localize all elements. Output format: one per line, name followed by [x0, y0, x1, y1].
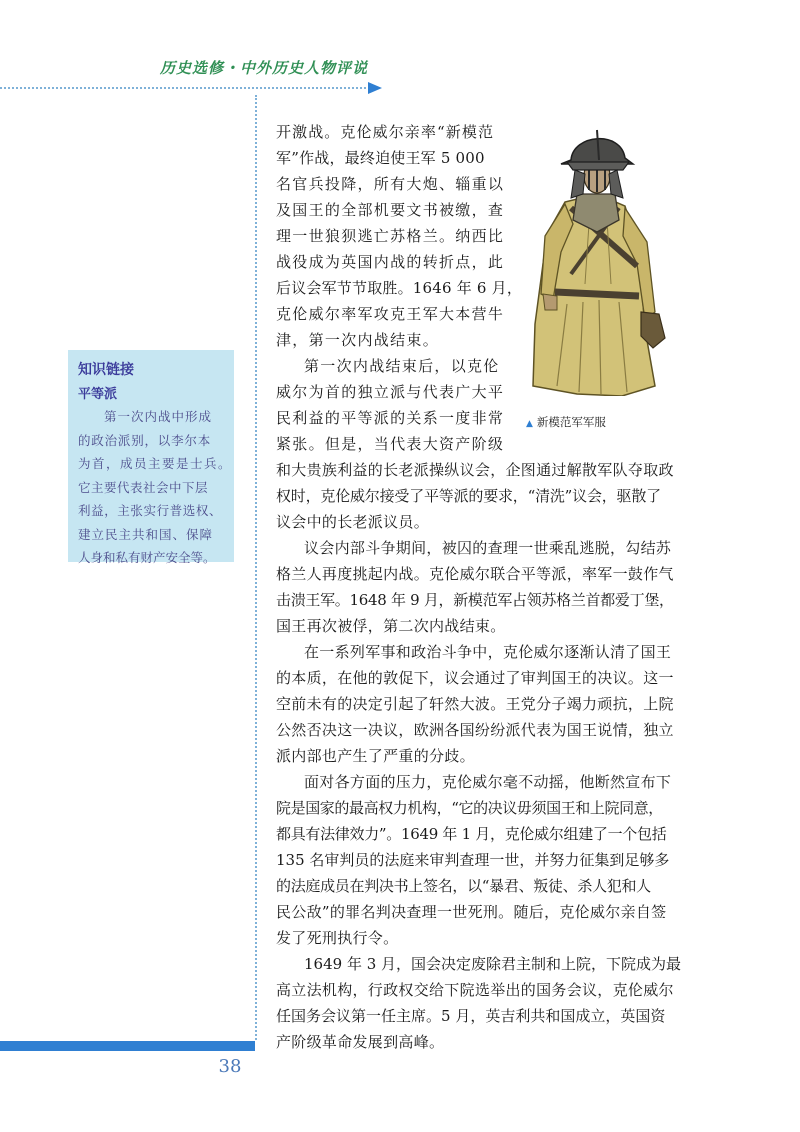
- sidebar-line: 人身和私有财产安全等。: [78, 550, 216, 565]
- sidebar-line: 建立民主共和国、保障: [78, 526, 214, 542]
- body-text-line: 战役成为英国内战的转折点，此: [276, 253, 505, 271]
- sidebar-line: 利益，主张实行普选权、: [78, 503, 223, 518]
- body-text-line: 都具有法律效力”。1649 年 1 月，克伦威尔组建了一个包括: [276, 825, 667, 843]
- body-text-line: 空前未有的决定引起了轩然大波。王党分子竭力顽抗，上院: [276, 695, 674, 713]
- body-text-line: 紧张。但是，当代表大资产阶级: [276, 435, 505, 453]
- body-text-line: 第一次内战结束后，以克伦: [304, 357, 500, 375]
- body-text-line: 后议会军节节取胜。1646 年 6 月，: [276, 279, 523, 297]
- body-text-line: 理一世狼狈逃亡苏格兰。纳西比: [276, 227, 505, 245]
- knowledge-link-heading: 知识链接: [78, 362, 134, 378]
- body-text-line: 任国务会议第一任主席。5 月，英吉利共和国成立，英国资: [276, 1007, 666, 1025]
- body-text-line: 威尔为首的独立派与代表广大平: [276, 383, 505, 401]
- figure-caption: [526, 414, 606, 430]
- body-text-line: 面对各方面的压力，克伦威尔毫不动摇，他断然宣布下: [304, 773, 672, 791]
- body-text-line: 发了死刑执行令。: [276, 929, 399, 947]
- header-arrow-icon: [368, 82, 382, 94]
- page-number: 38: [218, 1056, 242, 1077]
- sidebar-line: 为首，成员主要是士兵。: [78, 456, 233, 471]
- body-text-line: 民公敌”的罪名判决查理一世死刑。随后，克伦威尔亲自签: [276, 903, 667, 921]
- body-text-line: 产阶级革命发展到高峰。: [276, 1033, 445, 1051]
- body-text-line: 派内部也产生了严重的分歧。: [276, 747, 475, 765]
- body-text-line: 议会内部斗争期间，被囚的查理一世乘乱逃脱，勾结苏: [304, 539, 672, 557]
- body-text-line: 的本质，在他的敦促下，议会通过了审判国王的决议。这一: [276, 669, 674, 687]
- column-divider: [255, 95, 257, 1040]
- body-text-line: 击溃王军。1648 年 9 月，新模范军占领苏格兰首都爱丁堡，: [276, 591, 674, 609]
- caption-triangle-icon: ▲: [526, 419, 533, 429]
- knowledge-link-box: [68, 350, 234, 565]
- sidebar-line: 它主要代表社会中下层: [78, 479, 209, 495]
- new-model-army-uniform-illustration: [527, 124, 667, 396]
- sidebar-line: 的政治派别，以李尔本: [78, 432, 212, 448]
- body-text-line: 军”作战，最终迫使王军 5 000: [276, 149, 485, 167]
- body-text-line: 及国王的全部机要文书被缴，查: [276, 201, 505, 219]
- body-text-line: 公然否决这一决议，欧洲各国纷纷派代表为国王说情，独立: [276, 721, 674, 739]
- body-text-line: 名官兵投降，所有大炮、辎重以: [276, 175, 505, 193]
- body-text-line: 院是国家的最高权力机构，“它的决议毋须国王和上院同意，: [276, 799, 663, 817]
- body-text-line: 的法庭成员在判决书上签名，以“暴君、叛徒、杀人犯和人: [276, 877, 651, 895]
- sidebar-line: 第一次内战中形成: [104, 409, 213, 424]
- body-text-line: 权时，克伦威尔接受了平等派的要求，“清洗”议会，驱散了: [276, 487, 661, 505]
- body-text-line: 民利益的平等派的关系一度非常: [276, 409, 505, 427]
- running-header: 历史选修・中外历史人物评说: [160, 59, 369, 77]
- body-text-line: 在一系列军事和政治斗争中，克伦威尔逐渐认清了国王: [304, 643, 672, 661]
- body-text-line: 高立法机构，行政权交给下院选举出的国务会议，克伦威尔: [276, 981, 674, 999]
- body-text-line: 135 名审判员的法庭来审判查理一世，并努力征集到足够多: [276, 851, 670, 869]
- body-text-line: 和大贵族利益的长老派操纵议会，企图通过解散军队夺取政: [276, 461, 674, 479]
- body-text-line: 开激战。克伦威尔亲率“新模范: [276, 123, 495, 141]
- figure-caption-text: 新模范军军服: [536, 415, 606, 429]
- body-text-line: 格兰人再度挑起内战。克伦威尔联合平等派，率军一鼓作气: [276, 565, 674, 583]
- body-text-line: 津，第一次内战结束。: [276, 331, 440, 349]
- footer-bar: [0, 1041, 255, 1051]
- knowledge-link-subheading: 平等派: [78, 387, 118, 402]
- body-text-line: 议会中的长老派议员。: [276, 513, 430, 531]
- header-dotted-rule: [0, 87, 370, 89]
- body-text-line: 克伦威尔率军攻克王军大本营牛: [276, 305, 505, 323]
- body-text-line: 国王再次被俘，第二次内战结束。: [276, 617, 506, 635]
- body-text-line: 1649 年 3 月，国会决定废除君主制和上院，下院成为最: [304, 955, 682, 973]
- knowledge-link-text: [78, 405, 233, 570]
